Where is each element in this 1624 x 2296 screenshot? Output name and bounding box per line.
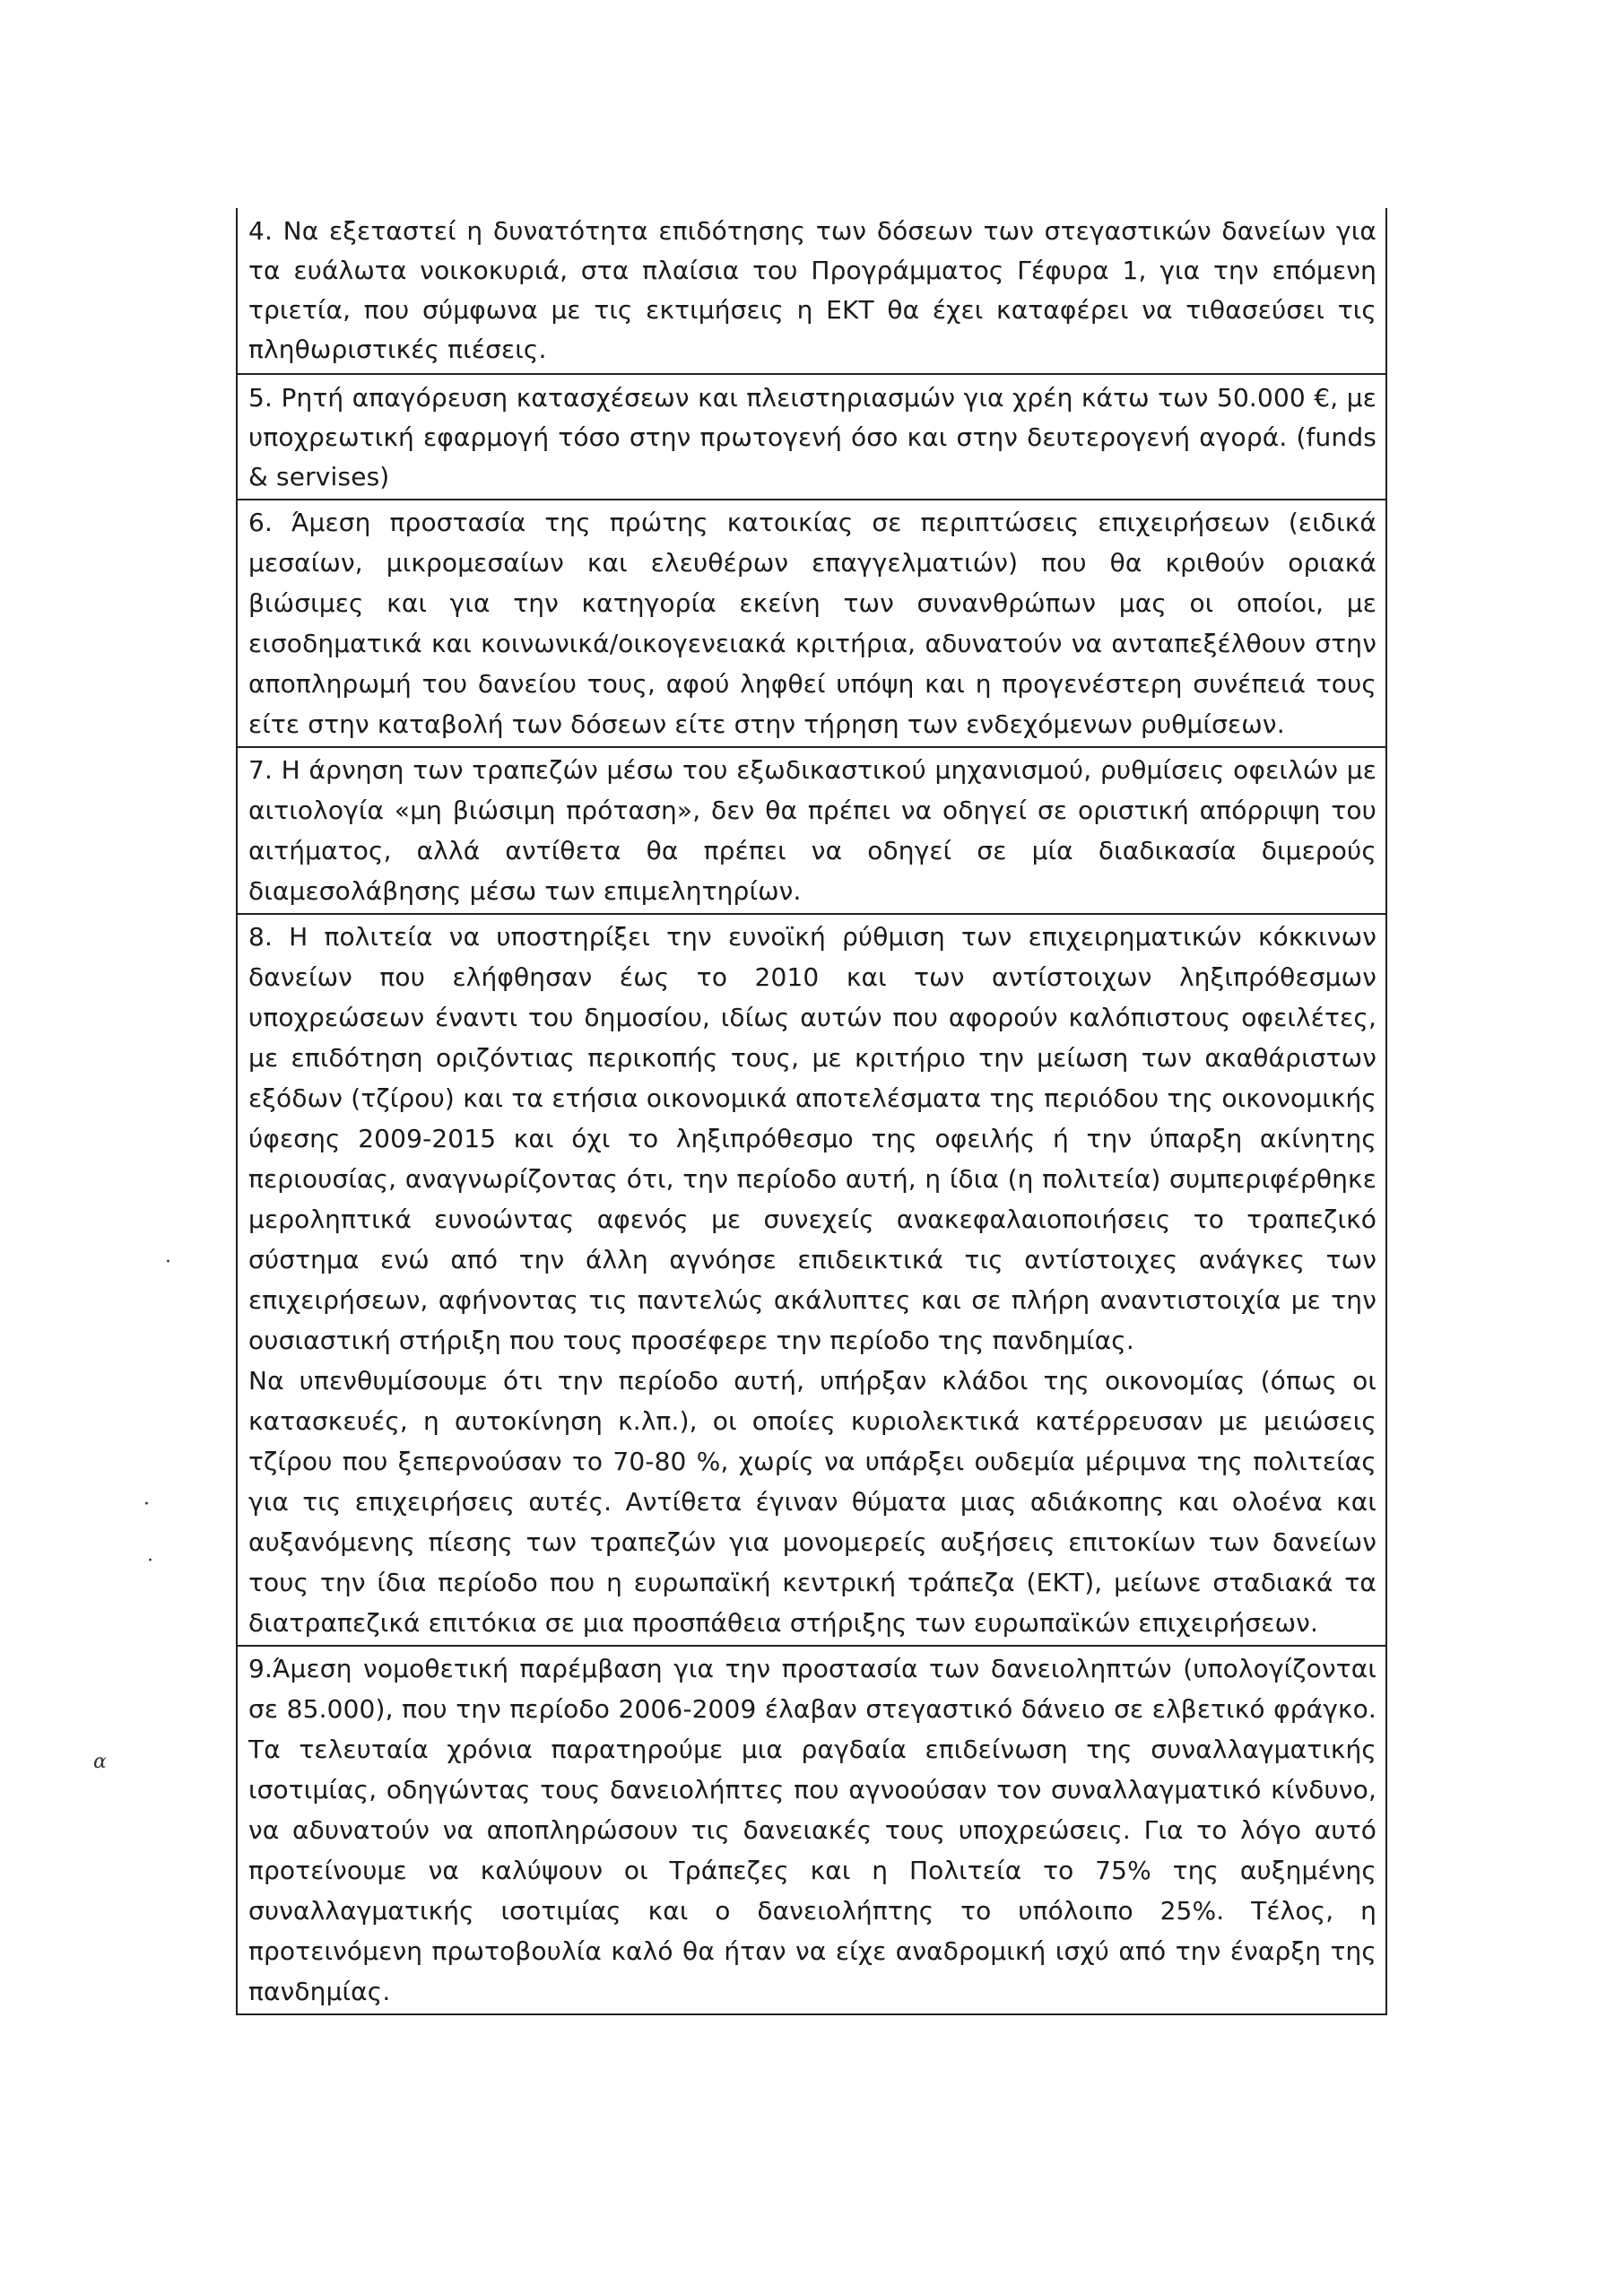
proposal-text: 9.Άμεση νομοθετική παρέμβαση για την προστασία των δανειοληπτών (υπολογίζονται σε 85.000), που την περίοδο 2006-2009 έλαβαν στεγαστικό δάνειο σε ελβετικό φράγκο. Τα τελευταία χρόνια παρατηρούμε μια ραγδαία επιδείνωση της συναλλαγματικής ισοτιμίας, οδηγώντας τους δανειολήπτες που αγνοούσαν τον συναλλαγματικό κίνδυνο, να αδυνατούν να αποπληρώσουν τις δανειακές τους υποχρεώσεις. Για το λόγο αυτό προτείνουμε να καλύψουν οι Τράπεζες και η Πολιτεία το 75% της αυξημένης συναλλαγματικής ισοτιμίας και ο δανειολήπτης το υπόλοιπο 25%. Τέλος, η προτεινόμενη πρωτοβουλία καλό θα ήταν να είχε αναδρομική ισχύ από την έναρξη της πανδημίας.: [248, 1654, 1376, 2006]
scan-speck: ·: [143, 1493, 150, 1516]
proposal-item-5: [238, 373, 1385, 499]
proposal-item-6: [238, 499, 1385, 746]
scan-speck: ɑ: [93, 1751, 107, 1773]
proposal-item-9: [238, 1645, 1385, 2013]
proposals-table: [236, 208, 1387, 2015]
proposal-text: 7. Η άρνηση των τραπεζών μέσω του εξωδικαστικού μηχανισμού, ρυθμίσεις οφειλών με αιτιολογία «μη βιώσιμη πρόταση», δεν θα πρέπει να οδηγεί σε οριστική απόρριψη του αιτήματος, αλλά αντίθετα θα πρέπει να οδηγεί σε μία διαδικασία διμερούς διαμεσολάβησης μέσω των επιμελητηρίων.: [248, 755, 1376, 906]
scan-speck: ·: [147, 1550, 153, 1572]
proposal-text: 6. Άμεση προστασία της πρώτης κατοικίας σε περιπτώσεις επιχειρήσεων (ειδικά μεσαίων, μικρομεσαίων και ελευθέρων επαγγελματιών) που θα κριθούν οριακά βιώσιμες και για την κατηγορία εκείνη των συνανθρώπων μας οι οποίοι, με εισοδηματικά και κοινωνικά/οικογενειακά κριτήρια, αδυνατούν να ανταπεξέλθουν στην αποπληρωμή του δανείου τους, αφού ληφθεί υπόψη και η προγενέστερη συνέπειά τους είτε στην καταβολή των δόσεων είτε στην τήρηση των ενδεχόμενων ρυθμίσεων.: [248, 508, 1376, 739]
scan-speck: ·: [165, 1251, 171, 1274]
proposal-item-7: [238, 746, 1385, 913]
proposal-item-8: [238, 913, 1385, 1645]
proposal-text: 5. Ρητή απαγόρευση κατασχέσεων και πλειστηριασμών για χρέη κάτω των 50.000 €, με υποχρεωτική εφαρμογή τόσο στην πρωτογενή όσο και στην δευτερογενή αγορά. (funds & servises): [248, 383, 1376, 491]
proposal-text: 8. Η πολιτεία να υποστηρίξει την ευνοϊκή ρύθμιση των επιχειρηματικών κόκκινων δανείων που ελήφθησαν έως το 2010 και των αντίστοιχων ληξιπρόθεσμων υποχρεώσεων έναντι του δημοσίου, ιδίως αυτών που αφορούν καλόπιστους οφειλέτες, με επιδότηση οριζόντιας περικοπής τους, με κριτήριο την μείωση των ακαθάριστων εξόδων (τζίρου) και τα ετήσια οικονομικά αποτελέσματα της περιόδου της οικονομικής ύφεσης 2009-2015 και όχι το ληξιπρόθεσμο της οφειλής ή την ύπαρξη ακίνητης περιουσίας, αναγνωρίζοντας ότι, την περίοδο αυτή, η ίδια (η πολιτεία) συμπεριφέρθηκε μεροληπτικά ευνοώντας αφενός με συνεχείς ανακεφαλαιοποιήσεις το τραπεζικό σύστημα ενώ από την άλλη αγνόησε επιδεικτικά τις αντίστοιχες ανάγκες των επιχειρήσεων, αφήνοντας τις παντελώς ακάλυπτες και σε πλήρη αναντιστοιχία με την ουσιαστική στήριξη που τους προσέφερε την περίοδο της πανδημίας.: [248, 922, 1376, 1355]
proposal-item-4: [238, 208, 1385, 373]
proposal-text: 4. Να εξεταστεί η δυνατότητα επιδότησης των δόσεων των στεγαστικών δανείων για τα ευάλωτα νοικοκυριά, στα πλαίσια του Προγράμματος Γέφυρα 1, για την επόμενη τριετία, που σύμφωνα με τις εκτιμήσεις η ΕΚΤ θα έχει καταφέρει να τιθασεύσει τις πληθωριστικές πιέσεις.: [248, 216, 1376, 364]
proposal-text-continued: Να υπενθυμίσουμε ότι την περίοδο αυτή, υπήρξαν κλάδοι της οικονομίας (όπως οι κατασκευές, η αυτοκίνηση κ.λπ.), οι οποίες κυριολεκτικά κατέρρευσαν με μειώσεις τζίρου που ξεπερνούσαν το 70-80 %, χωρίς να υπάρξει ουδεμία μέριμνα της πολιτείας για τις επιχειρήσεις αυτές. Αντίθετα έγιναν θύματα μιας αδιάκοπης και ολοένα και αυξανόμενης πίεσης των τραπεζών για μονομερείς αυξήσεις επιτοκίων των δανείων τους την ίδια περίοδο που η ευρωπαϊκή κεντρική τράπεζα (ΕΚΤ), μείωνε σταδιακά τα διατραπεζικά επιτόκια σε μια προσπάθεια στήριξης των ευρωπαϊκών επιχειρήσεων.: [248, 1366, 1376, 1638]
